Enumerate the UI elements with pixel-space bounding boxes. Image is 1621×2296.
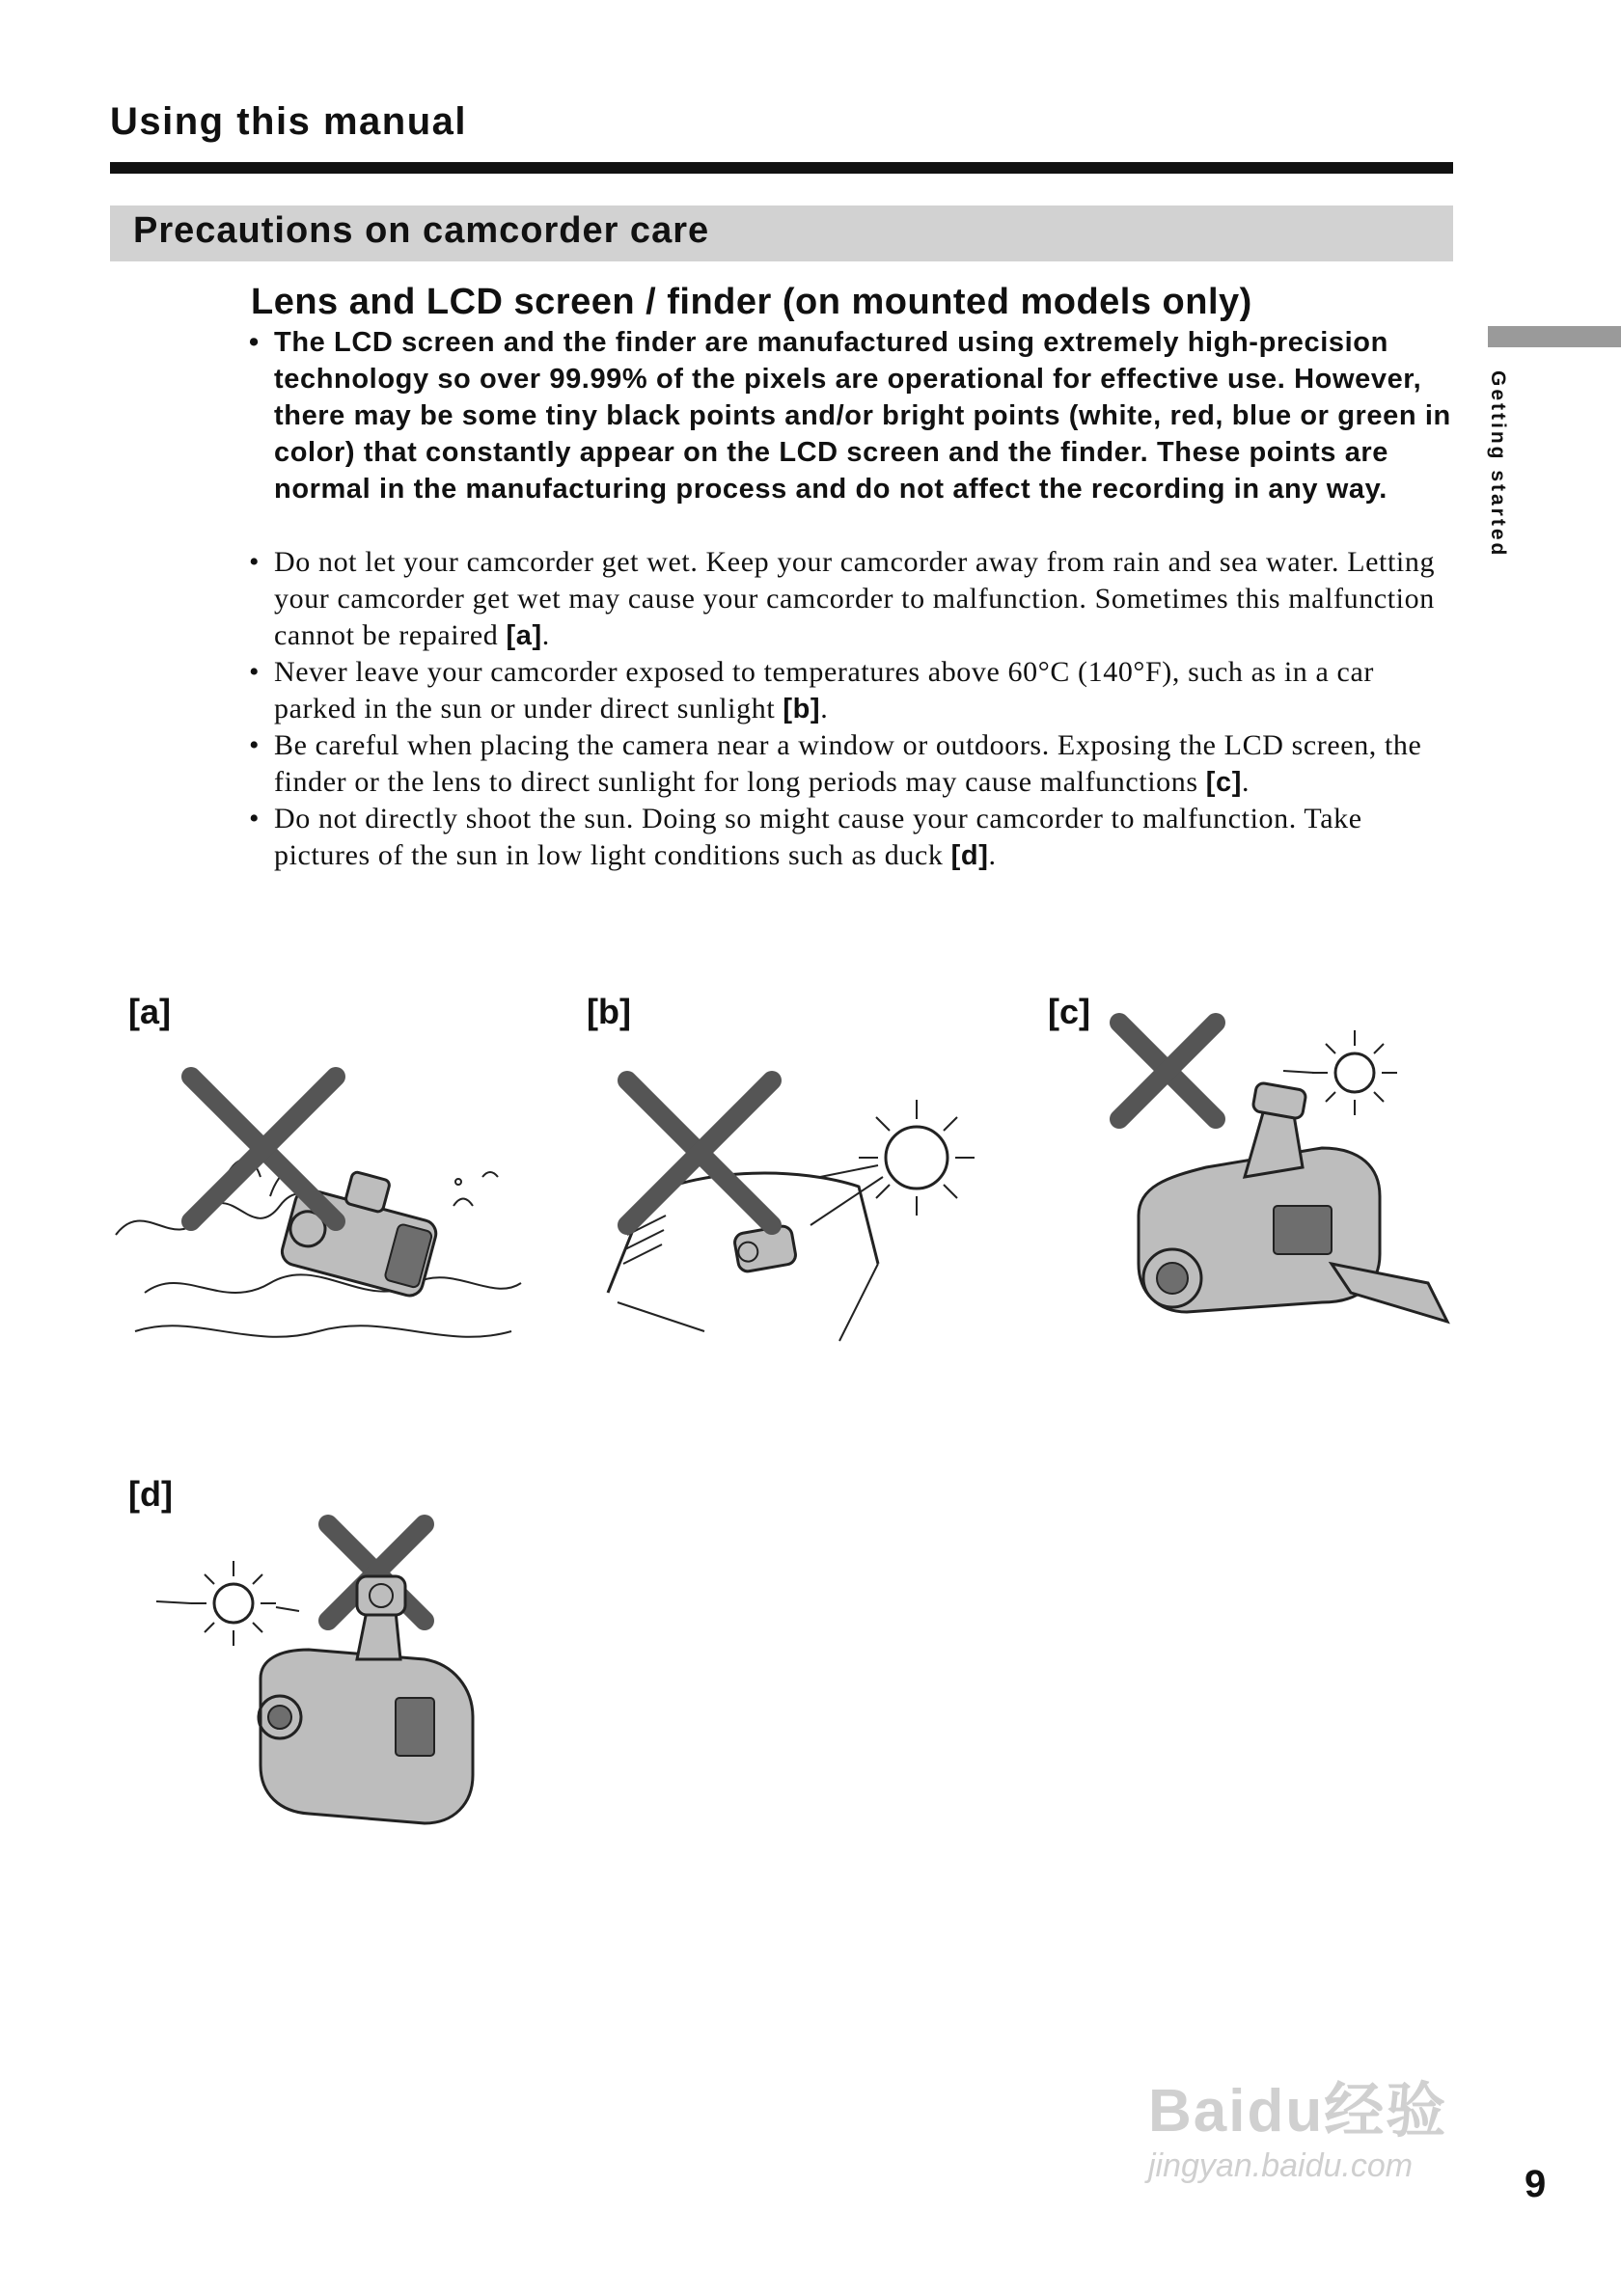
bold-bullet-list bbox=[249, 324, 1455, 507]
bullet-text: Do not directly shoot the sun. Doing so might cause your camcorder to malfunction. Take pictures of the sun in low light conditions such as duck bbox=[274, 803, 1362, 871]
list-item bbox=[249, 544, 1455, 654]
side-tab-marker bbox=[1488, 326, 1621, 347]
figure-b-illustration bbox=[589, 1042, 1013, 1360]
list-item bbox=[249, 324, 1455, 507]
watermark-url: jingyan.baidu.com bbox=[1148, 2147, 1414, 2184]
figure-ref: [a] bbox=[506, 620, 542, 651]
figure-label-b: [b] bbox=[587, 992, 631, 1031]
bullet-text: Never leave your camcorder exposed to temperatures above 60°C (140°F), such as in a car parked in the sun or under direct sunlight bbox=[274, 656, 1374, 724]
bullet-text: Be careful when placing the camera near a window or outdoors. Exposing the LCD screen, the finder or the lens to direct sunlight for long periods may cause malfunctions bbox=[274, 729, 1422, 798]
bullet-end: . bbox=[820, 693, 829, 724]
side-tab-label-text: Getting started bbox=[1487, 370, 1509, 559]
bullet-text: Do not let your camcorder get wet. Keep your camcorder away from rain and sea water. Letting your camcorder get wet may cause your camcorder to malfunction. Sometimes this malfunction cannot be repaired bbox=[274, 546, 1436, 651]
figure-label-c: [c] bbox=[1048, 992, 1090, 1031]
bullet-end: . bbox=[541, 619, 550, 651]
figure-c-illustration bbox=[1100, 1003, 1476, 1360]
section-title: Precautions on camcorder care bbox=[133, 210, 710, 251]
figure-label-a: [a] bbox=[128, 992, 171, 1031]
figure-ref: [d] bbox=[950, 840, 989, 871]
list-item bbox=[249, 801, 1455, 874]
page-header-title: Using this manual bbox=[110, 100, 467, 143]
list-item bbox=[249, 727, 1455, 801]
figure-d-illustration bbox=[154, 1505, 482, 1843]
figure-ref: [b] bbox=[783, 694, 821, 724]
figure-label-d: [d] bbox=[128, 1474, 173, 1514]
watermark-logo: Baidu经验 bbox=[1148, 2078, 1448, 2145]
figure-a-illustration bbox=[106, 1042, 531, 1389]
bullet-text: The LCD screen and the finder are manufactured using extremely high-precision technology so over 99.99% of the pixels are operational for effective use. However, there may be some tiny black points and/or bright points (white, red, blue or green in color) that constantly appear on the LCD screen and the finder. These points are normal in the manufacturing process and do not affect the recording in any way. bbox=[274, 327, 1451, 505]
side-tab-label bbox=[1480, 370, 1513, 573]
bullet-end: . bbox=[988, 839, 997, 871]
subheading: Lens and LCD screen / finder (on mounted models only) bbox=[251, 282, 1252, 322]
list-item bbox=[249, 654, 1455, 727]
figure-ref: [c] bbox=[1205, 767, 1242, 798]
header-rule bbox=[110, 162, 1453, 174]
bullet-end: . bbox=[1242, 766, 1250, 798]
page-number: 9 bbox=[1525, 2163, 1547, 2205]
bullet-list bbox=[249, 544, 1455, 874]
